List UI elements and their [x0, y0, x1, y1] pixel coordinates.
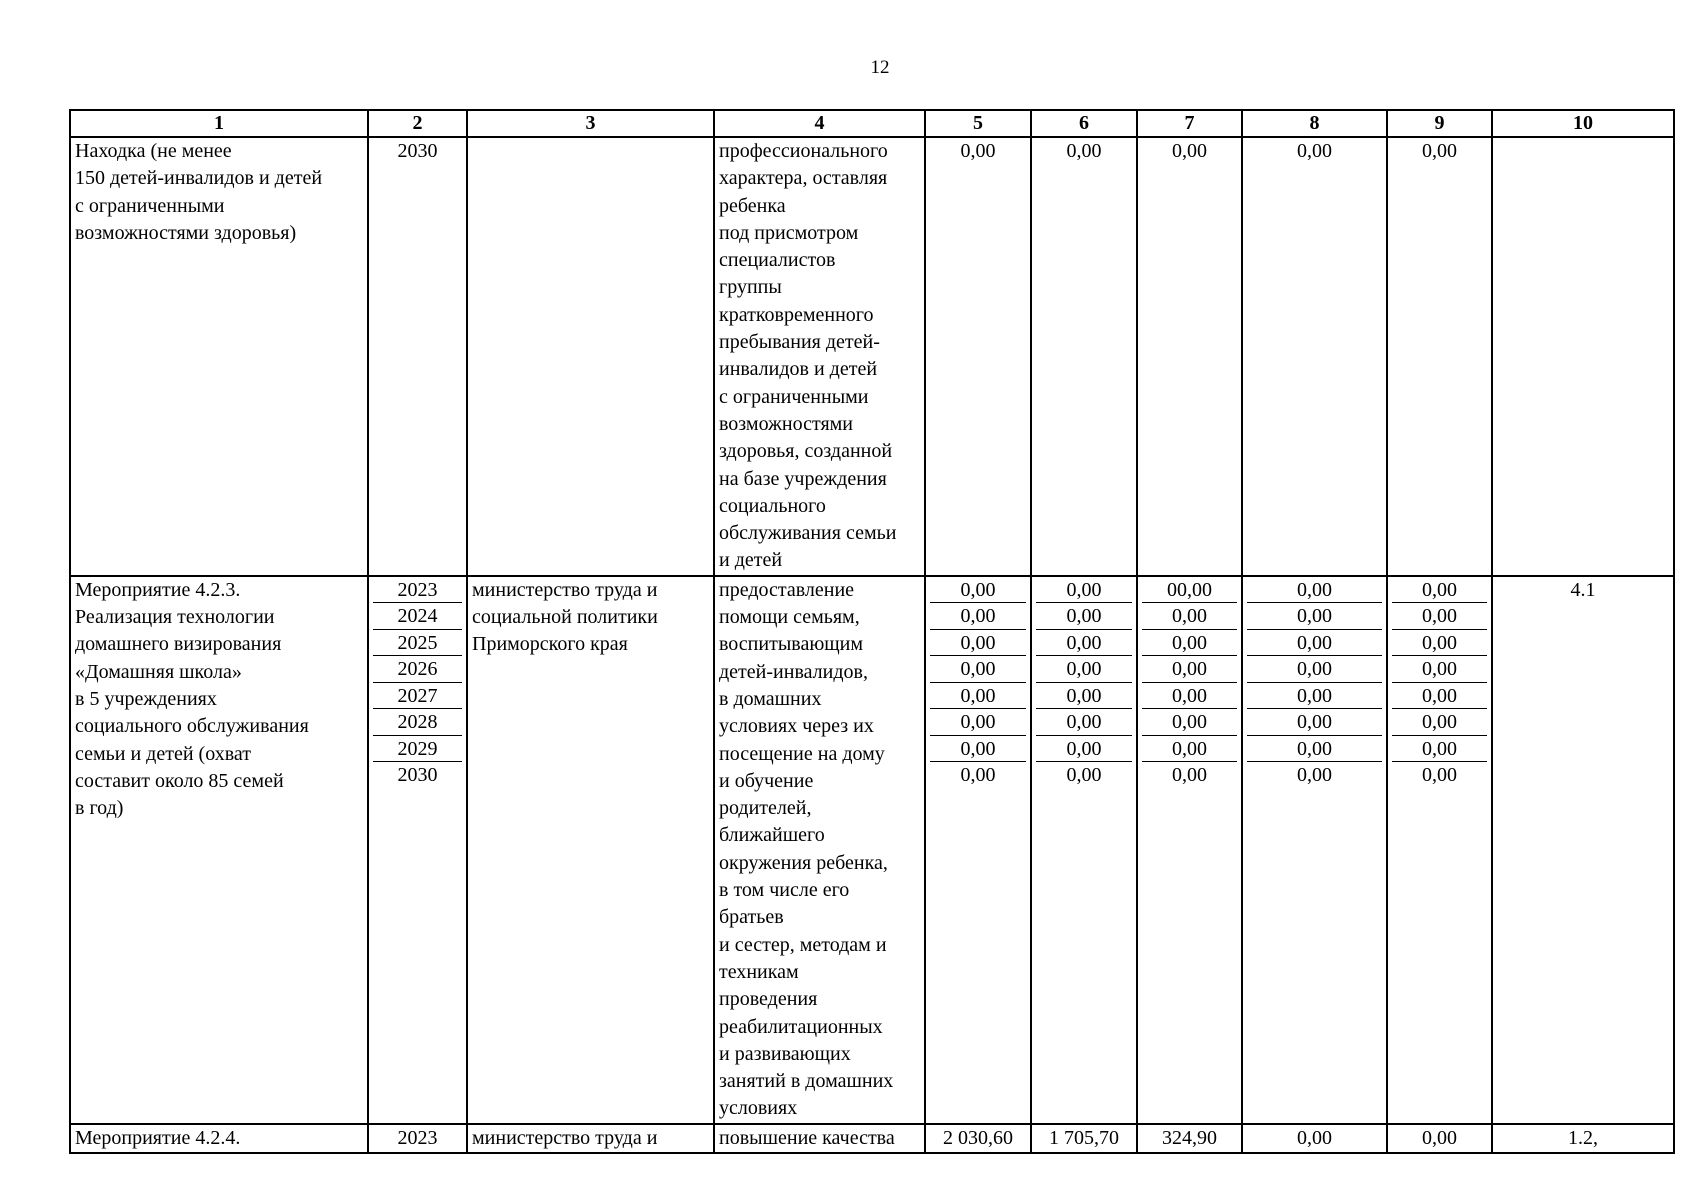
value-cell: 0,00: [1392, 577, 1487, 604]
program-table: [69, 109, 1675, 1154]
year-cell: 2024: [373, 603, 462, 630]
value-cell: 0,00: [1247, 656, 1382, 683]
value-column: [1387, 576, 1492, 1124]
value-cell: 0,00: [1036, 630, 1132, 657]
header-cell: 8: [1242, 110, 1387, 137]
activity-description: Мероприятие 4.2.3. Реализация технологии домашнего визирования «Домашняя школа» в 5 учреждениях социального обслуживания семьи и детей (охват составит около 85 семей в год): [70, 576, 368, 1124]
value-column: [1031, 576, 1137, 1124]
value-cell: 324,90: [1137, 1124, 1242, 1153]
value-cell: 0,00: [1036, 603, 1132, 630]
table-row: [70, 137, 1674, 576]
value-cell: 0,00: [930, 656, 1026, 683]
table-row: [70, 1124, 1674, 1153]
value-cell: 0,00: [1392, 736, 1487, 763]
page-number: 12: [870, 57, 890, 78]
value-cell: 0,00: [1422, 764, 1457, 787]
value-cell: 0,00: [1036, 656, 1132, 683]
value-cell: 0,00: [930, 577, 1026, 604]
value-cell: 0,00: [1172, 764, 1207, 787]
value-cell: 0,00: [1036, 577, 1132, 604]
header-cell: 4: [714, 110, 925, 137]
value-cell: 0,00: [930, 630, 1026, 657]
value-cell: 0,00: [1066, 764, 1102, 787]
table-row: [70, 576, 1674, 1124]
result-description: предоставление помощи семьям, воспитывающим детей-инвалидов, в домашних условиях через их посещение на дому и обучение родителей, ближайшего окружения ребенка, в том числе его братьев и сестер, методам и техникам проведения реабилитационных и развивающих занятий в домашних условиях: [714, 576, 925, 1124]
year-cell: 2023: [368, 1124, 467, 1153]
value-cell: 0,00: [1387, 137, 1492, 576]
activity-description: Находка (не менее 150 детей-инвалидов и детей с ограниченными возможностями здоровья): [70, 137, 368, 576]
value-cell: 0,00: [1247, 577, 1382, 604]
header-cell: 9: [1387, 110, 1492, 137]
value-cell: 0,00: [1392, 630, 1487, 657]
value-cell: 0,00: [1392, 683, 1487, 710]
value-cell: 0,00: [1031, 137, 1137, 576]
year-cell: 2030: [397, 764, 438, 787]
value-cell: 0,00: [1392, 656, 1487, 683]
value-cell: 1 705,70: [1031, 1124, 1137, 1153]
value-cell: 0,00: [1247, 683, 1382, 710]
header-row: [70, 110, 1674, 137]
value-cell: 0,00: [925, 137, 1031, 576]
value-column: [925, 576, 1031, 1124]
value-cell: 0,00: [930, 603, 1026, 630]
value-column: [1242, 576, 1387, 1124]
year-cell: 2027: [373, 683, 462, 710]
year-column: [368, 576, 467, 1124]
value-cell: 0,00: [1036, 683, 1132, 710]
executor-cell: [467, 137, 714, 576]
value-cell: 0,00: [1392, 709, 1487, 736]
header-cell: 5: [925, 110, 1031, 137]
header-cell: 2: [368, 110, 467, 137]
value-cell: 2 030,60: [925, 1124, 1031, 1153]
value-cell: 0,00: [960, 764, 996, 787]
year-cell: 2023: [373, 577, 462, 604]
value-cell: 0,00: [1392, 603, 1487, 630]
value-cell: 0,00: [1247, 736, 1382, 763]
value-cell: 0,00: [930, 683, 1026, 710]
value-cell: 0,00: [1247, 709, 1382, 736]
value-cell: 0,00: [1142, 656, 1237, 683]
value-column: [1137, 576, 1242, 1124]
executor-cell: министерство труда и социальной политики Приморского края: [467, 576, 714, 1124]
value-cell: 0,00: [930, 736, 1026, 763]
value-cell: 0,00: [1247, 630, 1382, 657]
value-cell: 0,00: [1142, 630, 1237, 657]
year-cell: 2025: [373, 630, 462, 657]
indicator-cell: [1492, 137, 1674, 576]
value-cell: 0,00: [1297, 764, 1332, 787]
value-cell: 0,00: [1142, 709, 1237, 736]
indicator-cell: 1.2,: [1492, 1124, 1674, 1153]
header-cell: 6: [1031, 110, 1137, 137]
year-cell: 2026: [373, 656, 462, 683]
value-cell: 0,00: [1387, 1124, 1492, 1153]
value-cell: 00,00: [1142, 577, 1237, 604]
year-cell: 2028: [373, 709, 462, 736]
value-cell: 0,00: [1242, 1124, 1387, 1153]
header-cell: 10: [1492, 110, 1674, 137]
header-cell: 1: [70, 110, 368, 137]
value-cell: 0,00: [1137, 137, 1242, 576]
header-cell: 3: [467, 110, 714, 137]
value-cell: 0,00: [1142, 603, 1237, 630]
value-cell: 0,00: [1036, 709, 1132, 736]
value-cell: 0,00: [930, 709, 1026, 736]
indicator-cell: 4.1: [1492, 576, 1674, 1124]
activity-description: Мероприятие 4.2.4.: [70, 1124, 368, 1153]
value-cell: 0,00: [1242, 137, 1387, 576]
result-description: повышение качества: [714, 1124, 925, 1153]
value-cell: 0,00: [1142, 683, 1237, 710]
year-cell: 2030: [368, 137, 467, 576]
executor-cell: министерство труда и: [467, 1124, 714, 1153]
header-cell: 7: [1137, 110, 1242, 137]
year-cell: 2029: [373, 736, 462, 763]
value-cell: 0,00: [1247, 603, 1382, 630]
value-cell: 0,00: [1142, 736, 1237, 763]
result-description: профессионального характера, оставляя ребенка под присмотром специалистов группы кратковременного пребывания детей- инвалидов и детей с ограниченными возможностями здоровья, созданной на базе учреждения социального обслуживания семьи и детей: [714, 137, 925, 576]
value-cell: 0,00: [1036, 736, 1132, 763]
